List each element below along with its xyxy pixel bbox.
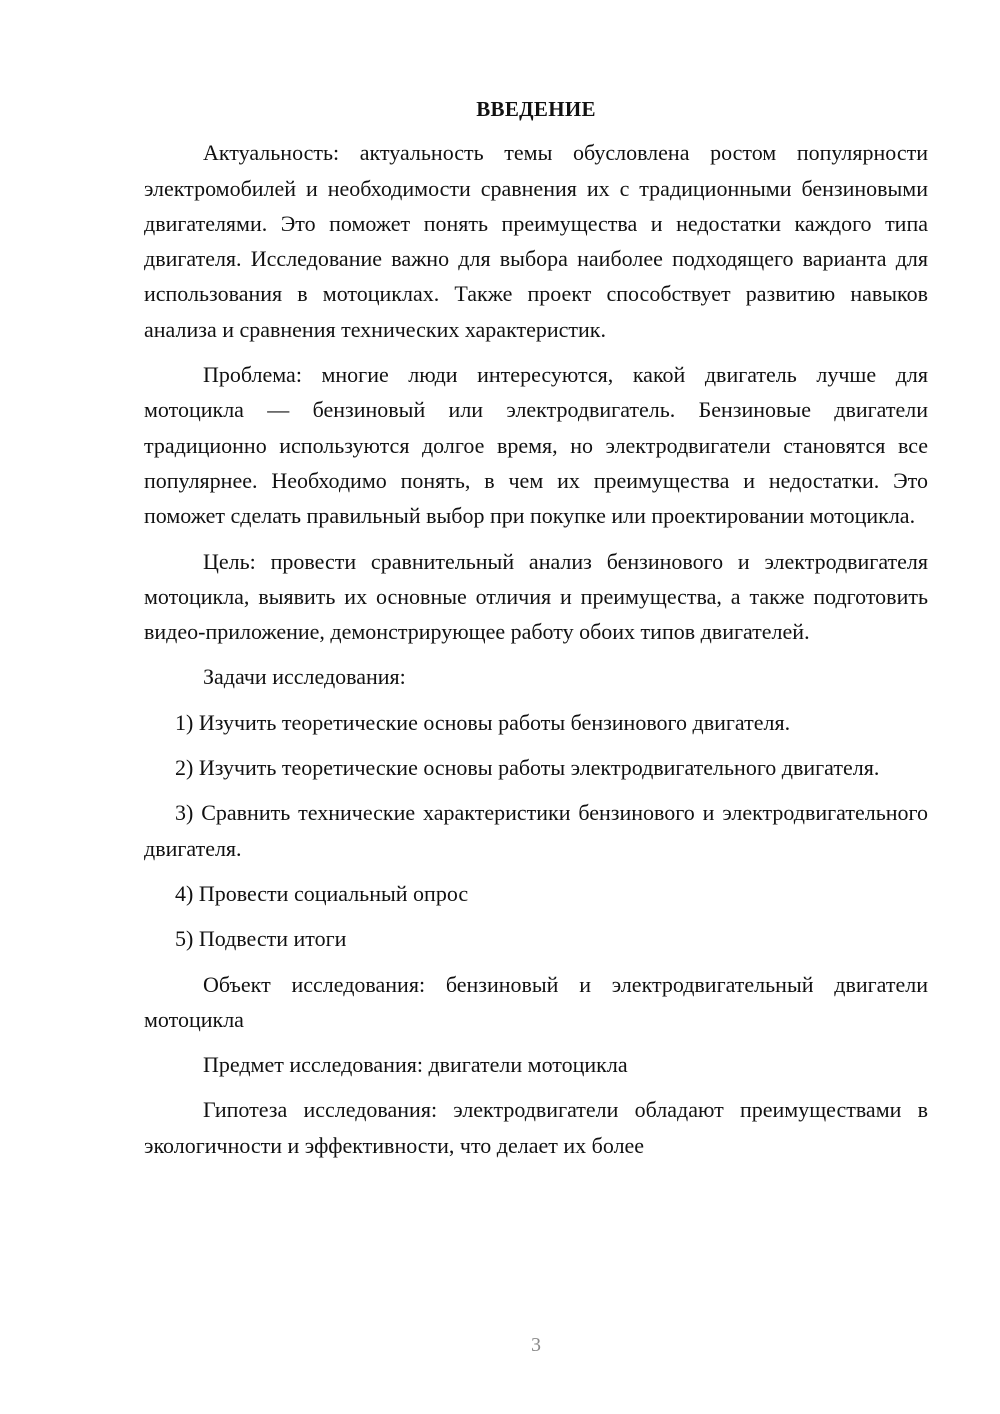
task-item-2: 2) Изучить теоретические основы работы электродвигательного двигателя. <box>175 755 880 781</box>
paragraph-goal: Цель: провести сравнительный анализ бензинового и электродвигателя мотоцикла, выявить их основные отличия и преимущества, а также подготовить видео-приложение, демонстрирующее работу обоих типов двигателей. <box>144 548 928 645</box>
task-item-1: 1) Изучить теоретические основы работы бензинового двигателя. <box>175 709 791 735</box>
document-body <box>144 92 928 1173</box>
task-item-3: 3) Сравнить технические характеристики бензинового и электродвигательного двигателя. <box>144 800 928 861</box>
page-number: 3 <box>531 1334 541 1356</box>
paragraph-object: Объект исследования: бензиновый и электродвигательный двигатели мотоцикла <box>144 971 928 1032</box>
paragraph-problem: Проблема: многие люди интересуются, какой двигатель лучше для мотоцикла — бензиновый или электродвигатель. Бензиновые двигатели традиционно используются долгое время, но электродвигатели становятся все популярнее. Необходимо понять, в чем их преимущества и недостатки. Это поможет сделать правильный выбор при покупке или проектировании мотоцикла. <box>144 362 928 529</box>
paragraph-relevance: Актуальность: актуальность темы обусловлена ростом популярности электромобилей и необходимости сравнения их с традиционными бензиновыми двигателями. Это поможет понять преимущества и недостатки каждого типа двигателя. Исследование важно для выбора наиболее подходящего варианта для использования в мотоциклах. Также проект способствует развитию навыков анализа и сравнения технических характеристик. <box>144 140 928 342</box>
paragraph-subject: Предмет исследования: двигатели мотоцикла <box>203 1052 628 1078</box>
paragraph-hypothesis: Гипотеза исследования: электродвигатели обладают преимуществами в экологичности и эффективности, что делает их более <box>144 1097 928 1158</box>
paragraph-tasks-heading: Задачи исследования: <box>203 664 406 690</box>
task-item-5: 5) Подвести итоги <box>175 926 347 952</box>
section-title: ВВЕДЕНИЕ <box>476 97 596 121</box>
task-item-4: 4) Провести социальный опрос <box>175 880 469 906</box>
